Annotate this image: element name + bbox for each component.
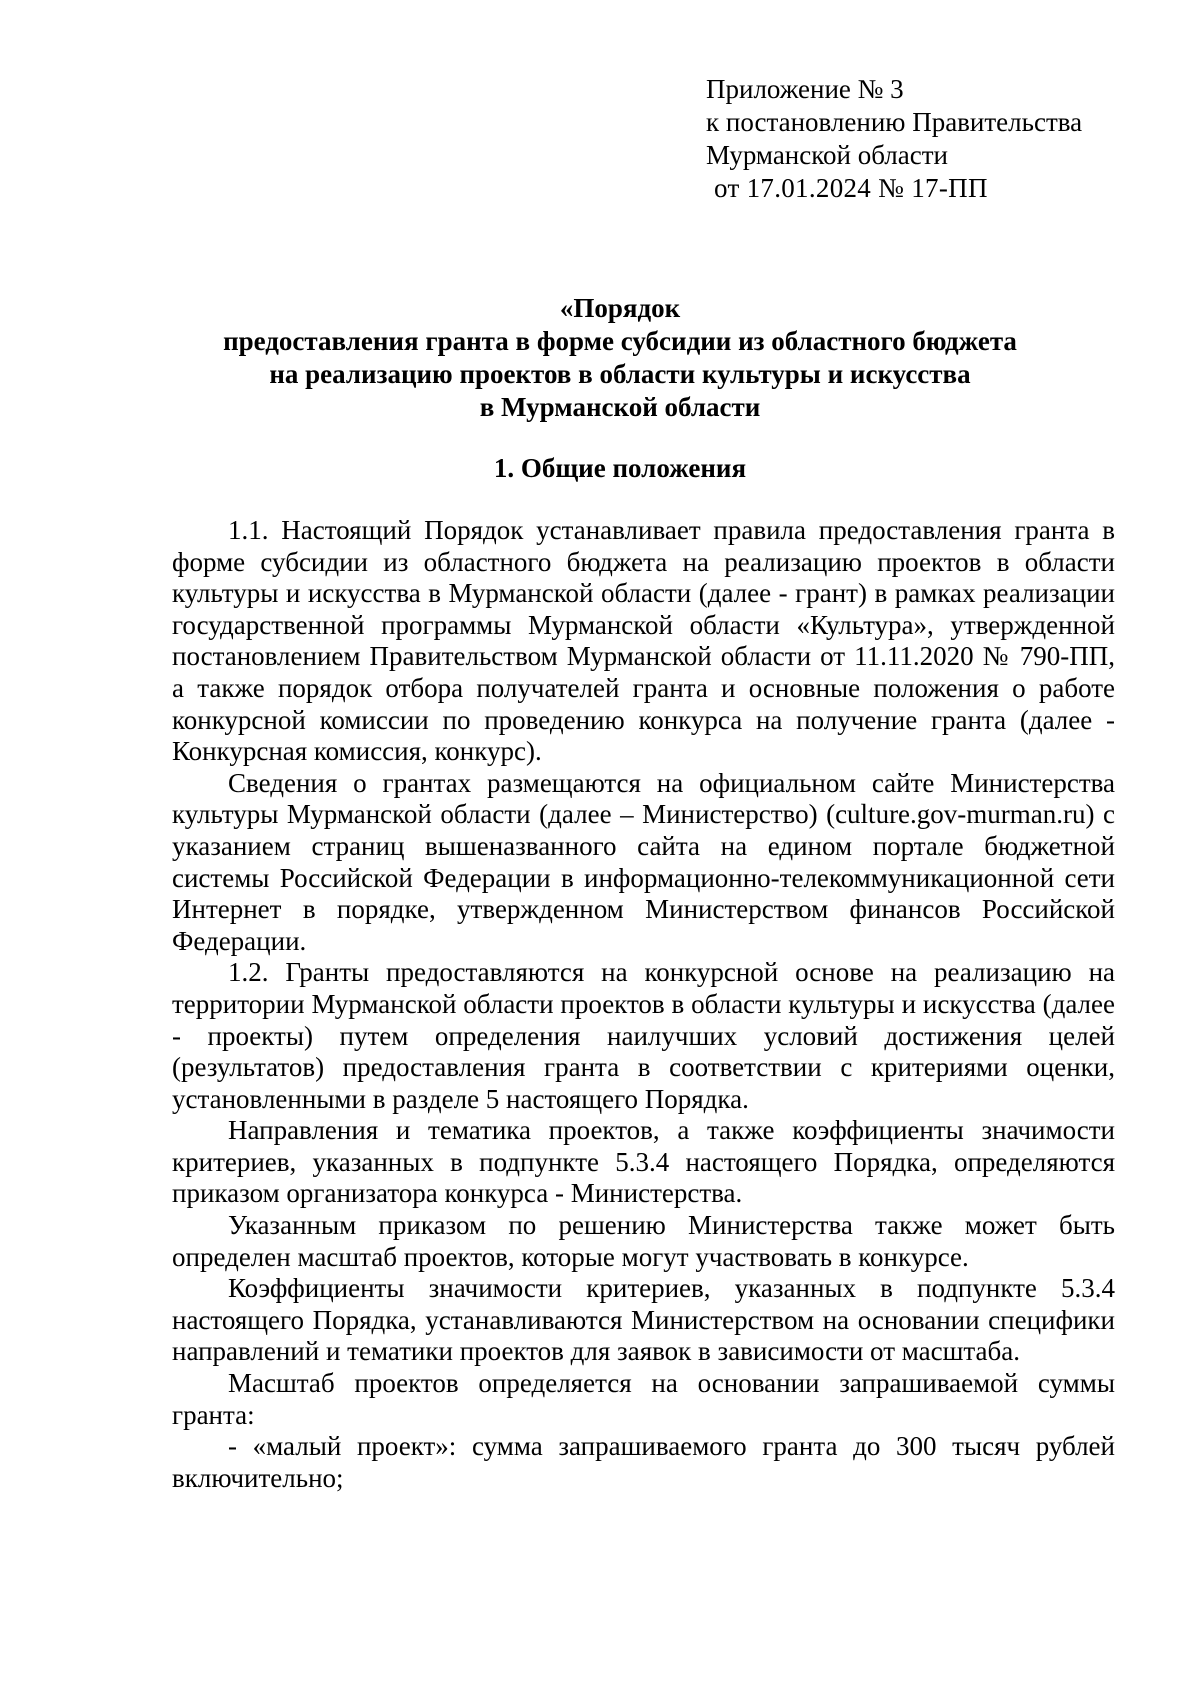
paragraph: - «малый проект»: сумма запрашиваемого гранта до 300 тысяч рублей включительно; — [172, 1431, 1115, 1493]
title-line-2: предоставления гранта в форме субсидии из областного бюджета — [223, 326, 1017, 356]
document-title — [150, 292, 1090, 424]
title-line-1: «Порядок — [559, 293, 681, 323]
paragraph: Направления и тематика проектов, а также коэффициенты значимости критериев, указанных в подпункте 5.3.4 настоящего Порядка, определяются приказом организатора конкурса - Министерства. — [172, 1115, 1115, 1209]
appendix-number: Приложение № 3 — [706, 74, 904, 104]
title-line-3: на реализацию проектов в области культуры и искусства — [269, 359, 971, 389]
paragraph: 1.2. Гранты предоставляются на конкурсной основе на реализацию на территории Мурманской области проектов в области культуры и искусства (далее - проекты) путем определения наилучших условий достижения целей (результатов) предоставления гранта в соответствии с критериями оценки, установленными в разделе 5 настоящего Порядка. — [172, 957, 1115, 1114]
paragraph: 1.1. Настоящий Порядок устанавливает правила предоставления гранта в форме субсидии из областного бюджета на реализацию проектов в области культуры и искусства в Мурманской области (далее - грант) в рамках реализации государственной программы Мурманской области «Культура», утвержденной постановлением Правительством Мурманской области от 11.11.2020 № 790-ПП, а также порядок отбора получателей гранта и основные положения о работе конкурсной комиссии по проведению конкурса на получение гранта (далее - Конкурсная комиссия, конкурс). — [172, 515, 1115, 767]
paragraph: Масштаб проектов определяется на основании запрашиваемой суммы гранта: — [172, 1368, 1115, 1430]
document-body — [172, 515, 1115, 1494]
title-line-4: в Мурманской области — [479, 392, 761, 422]
paragraph: Коэффициенты значимости критериев, указанных в подпункте 5.3.4 настоящего Порядка, устанавливаются Министерством на основании специфики направлений и тематики проектов для заявок в зависимости от масштаба. — [172, 1273, 1115, 1367]
paragraph: Сведения о грантах размещаются на официальном сайте Министерства культуры Мурманской области (далее – Министерство) (culture.gov-murman.ru) с указанием страниц вышеназванного сайта на едином портале бюджетной системы Российской Федерации в информационно-телекоммуникационной сети Интернет в порядке, утвержденном Министерством финансов Российской Федерации. — [172, 767, 1115, 956]
appendix-region: Мурманской области — [706, 140, 948, 170]
section-heading: 1. Общие положения — [493, 453, 747, 483]
appendix-header — [706, 73, 1146, 205]
appendix-date-number: от 17.01.2024 № 17-ПП — [714, 173, 988, 203]
appendix-reference: к постановлению Правительства — [706, 107, 1083, 137]
paragraph: Указанным приказом по решению Министерства также может быть определен масштаб проектов, которые могут участвовать в конкурсе. — [172, 1210, 1115, 1272]
